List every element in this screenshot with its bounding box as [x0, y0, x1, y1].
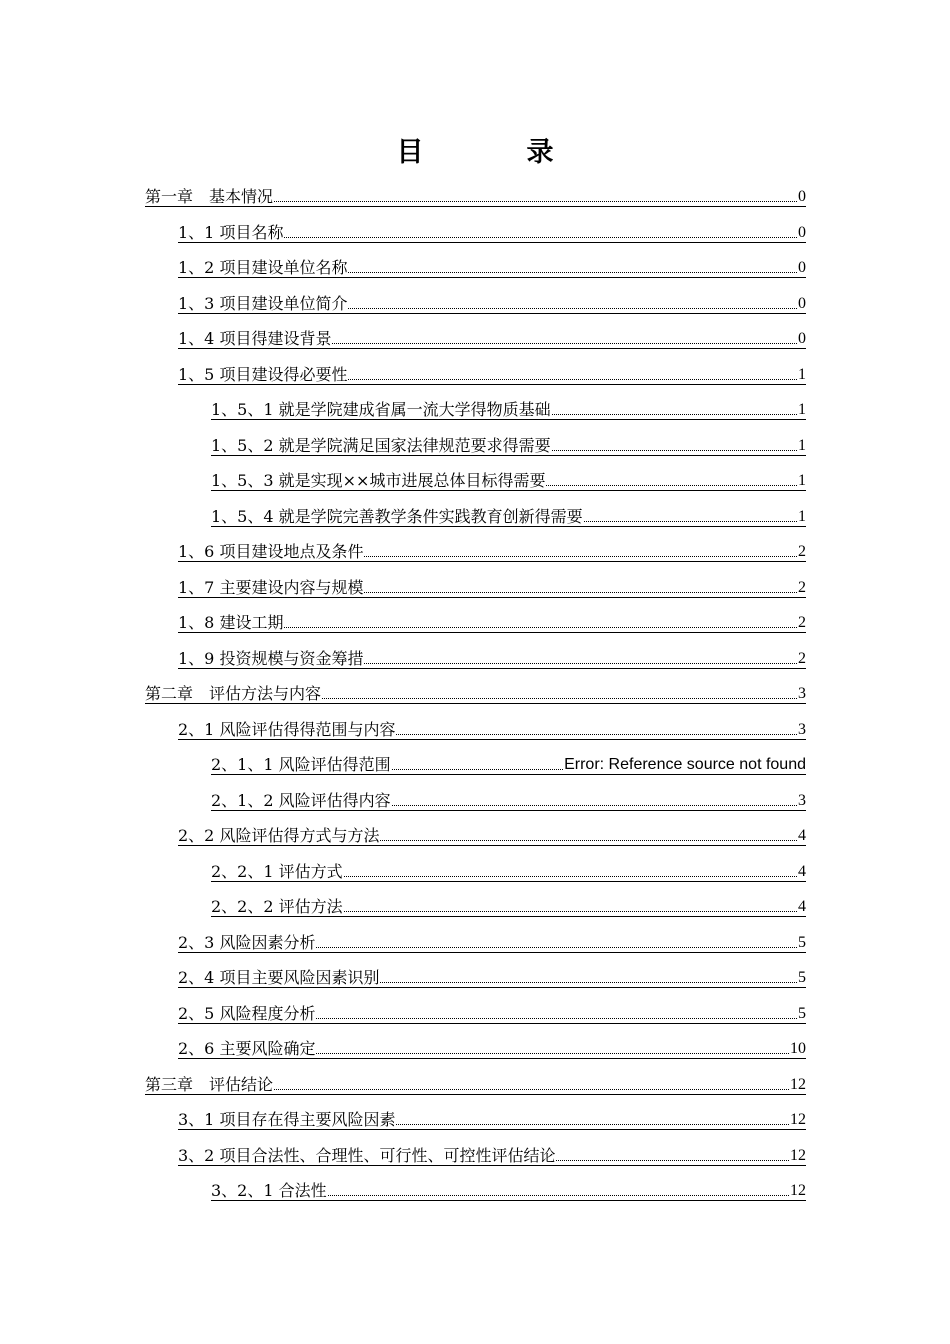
- toc-section-entry[interactable]: [178, 362, 806, 385]
- toc-page-number: 5: [798, 969, 806, 986]
- toc-subsection-entry[interactable]: [211, 468, 806, 491]
- toc-page-number: 12: [790, 1182, 806, 1199]
- toc-entry-label: 3、2 项目合法性、合理性、可行性、可控性评估结论: [178, 1145, 556, 1165]
- toc-page-number: 2: [798, 578, 806, 596]
- toc-entry-label: 1、1 项目名称: [178, 222, 284, 242]
- toc-dot-leader: [284, 236, 797, 238]
- toc-title: 目 录: [396, 137, 592, 168]
- toc-subsection-entry[interactable]: [211, 504, 806, 527]
- toc-entry-label: 2、2、1 评估方式: [211, 861, 343, 881]
- toc-dot-leader: [348, 271, 797, 273]
- toc-entry-label: 1、6 项目建设地点及条件: [178, 542, 364, 561]
- toc-page-number: 12: [790, 1111, 806, 1128]
- toc-entry-label: 第一章 基本情况: [145, 187, 274, 206]
- toc-section-entry[interactable]: [178, 1143, 806, 1166]
- toc-page-number: 1: [798, 365, 806, 383]
- toc-dot-leader: [332, 342, 797, 344]
- toc-entry-label: 1、5、1 就是学院建成省属一流大学得物质基础: [211, 400, 551, 419]
- toc-dot-leader: [380, 981, 797, 983]
- toc-entry-label: 3、2、1 合法性: [211, 1181, 327, 1200]
- toc-entry-label: 第三章 评估结论: [145, 1074, 274, 1094]
- toc-page-number: 1: [798, 507, 806, 525]
- toc-entry-label: 2、1、1 风险评估得范围: [211, 755, 391, 774]
- toc-entry-label: 1、2 项目建设单位名称: [178, 258, 348, 277]
- toc-page-number: 1: [798, 472, 806, 489]
- toc-page-number: 2: [798, 543, 806, 560]
- toc-section-entry[interactable]: [178, 965, 806, 988]
- toc-dot-leader: [364, 662, 797, 664]
- toc-section-entry[interactable]: [178, 823, 806, 846]
- toc-page-number: 1: [798, 436, 806, 454]
- toc-section-entry[interactable]: [178, 255, 806, 278]
- toc-page-number: 4: [798, 862, 806, 880]
- toc-subsection-entry[interactable]: [211, 433, 806, 456]
- toc-dot-leader: [348, 307, 797, 309]
- toc-section-entry[interactable]: [178, 717, 806, 740]
- toc-entry-label: 1、9 投资规模与资金筹措: [178, 648, 364, 668]
- toc-subsection-entry[interactable]: [211, 397, 806, 420]
- toc-dot-leader: [364, 591, 797, 593]
- toc-entry-label: 2、1 风险评估得得范围与内容: [178, 719, 396, 739]
- toc-entry-label: 第二章 评估方法与内容: [145, 684, 322, 703]
- toc-dot-leader: [396, 1123, 789, 1125]
- toc-section-entry[interactable]: [178, 575, 806, 598]
- toc-page-number: 3: [798, 685, 806, 702]
- toc-page-number: 1: [798, 401, 806, 418]
- toc-page-number: Error: Reference source not found: [564, 756, 806, 773]
- toc-dot-leader: [364, 555, 797, 557]
- toc-dot-leader: [316, 1017, 797, 1019]
- toc-dot-leader: [284, 626, 797, 628]
- toc-entry-label: 1、8 建设工期: [178, 613, 284, 632]
- toc-dot-leader: [274, 1088, 789, 1090]
- toc-page-number: 0: [798, 294, 806, 312]
- toc-entry-label: 2、1、2 风险评估得内容: [211, 790, 391, 810]
- toc-dot-leader: [552, 449, 797, 451]
- toc-dot-leader: [392, 804, 797, 806]
- toc-page-number: 0: [798, 259, 806, 276]
- toc-page-number: 0: [798, 223, 806, 241]
- toc-page-number: 2: [798, 614, 806, 631]
- toc-section-entry[interactable]: [178, 1036, 806, 1059]
- toc-entry-label: 1、7 主要建设内容与规模: [178, 577, 364, 597]
- toc-page-number: 2: [798, 649, 806, 667]
- toc-chapter-entry[interactable]: [145, 681, 806, 704]
- toc-page-number: 3: [798, 791, 806, 809]
- toc-dot-leader: [322, 697, 797, 699]
- toc-page-number: 3: [798, 720, 806, 738]
- toc-entry-label: 2、3 风险因素分析: [178, 932, 316, 952]
- toc-entry-label: 3、1 项目存在得主要风险因素: [178, 1110, 396, 1129]
- toc-page-number: 0: [798, 188, 806, 205]
- toc-section-entry[interactable]: [178, 220, 806, 243]
- toc-section-entry[interactable]: [178, 1001, 806, 1024]
- toc-section-entry[interactable]: [178, 326, 806, 349]
- toc-subsection-entry[interactable]: [211, 788, 806, 811]
- toc-page-number: 10: [790, 1040, 806, 1057]
- toc-page-number: 4: [798, 827, 806, 844]
- toc-section-entry[interactable]: [178, 610, 806, 633]
- toc-page-number: 0: [798, 330, 806, 347]
- toc-entry-label: 1、4 项目得建设背景: [178, 329, 332, 348]
- toc-entry-label: 2、5 风险程度分析: [178, 1003, 316, 1023]
- toc-entry-label: 2、4 项目主要风险因素识别: [178, 968, 380, 987]
- toc-dot-leader: [556, 1159, 789, 1161]
- toc-page-number: 5: [798, 1004, 806, 1022]
- toc-dot-leader: [396, 733, 797, 735]
- toc-dot-leader: [584, 520, 797, 522]
- toc-subsection-entry[interactable]: [211, 894, 806, 917]
- toc-entry-label: 1、5 项目建设得必要性: [178, 364, 348, 384]
- toc-entry-label: 1、5、2 就是学院满足国家法律规范要求得需要: [211, 435, 551, 455]
- toc-dot-leader: [380, 839, 797, 841]
- toc-page-number: 4: [798, 898, 806, 915]
- toc-subsection-entry[interactable]: [211, 1178, 806, 1201]
- toc-dot-leader: [316, 1052, 789, 1054]
- toc-dot-leader: [344, 910, 797, 912]
- toc-section-entry[interactable]: [178, 930, 806, 953]
- toc-chapter-entry[interactable]: [145, 184, 806, 207]
- toc-dot-leader: [274, 200, 797, 202]
- toc-dot-leader: [552, 413, 797, 415]
- toc-dot-leader: [348, 378, 797, 380]
- toc-entry-label: 1、5、4 就是学院完善教学条件实践教育创新得需要: [211, 506, 583, 526]
- toc-page-number: 5: [798, 933, 806, 951]
- toc-subsection-entry[interactable]: [211, 752, 806, 775]
- toc-dot-leader: [392, 768, 563, 770]
- toc-section-entry[interactable]: [178, 539, 806, 562]
- toc-entry-label: 2、2、2 评估方法: [211, 897, 343, 916]
- toc-entry-label: 1、5、3 就是实现××城市进展总体目标得需要: [211, 471, 546, 490]
- toc-page-number: 12: [790, 1075, 806, 1093]
- toc-dot-leader: [316, 946, 797, 948]
- toc-dot-leader: [328, 1194, 789, 1196]
- toc-section-entry[interactable]: [178, 646, 806, 669]
- toc-subsection-entry[interactable]: [211, 859, 806, 882]
- toc-dot-leader: [546, 484, 797, 486]
- toc-entry-label: 1、3 项目建设单位简介: [178, 293, 348, 313]
- toc-section-entry[interactable]: [178, 291, 806, 314]
- toc-chapter-entry[interactable]: [145, 1072, 806, 1095]
- toc-page-number: 12: [790, 1146, 806, 1164]
- toc-section-entry[interactable]: [178, 1107, 806, 1130]
- toc-entry-label: 2、2 风险评估得方式与方法: [178, 826, 380, 845]
- toc-dot-leader: [344, 875, 797, 877]
- toc-entry-label: 2、6 主要风险确定: [178, 1039, 316, 1058]
